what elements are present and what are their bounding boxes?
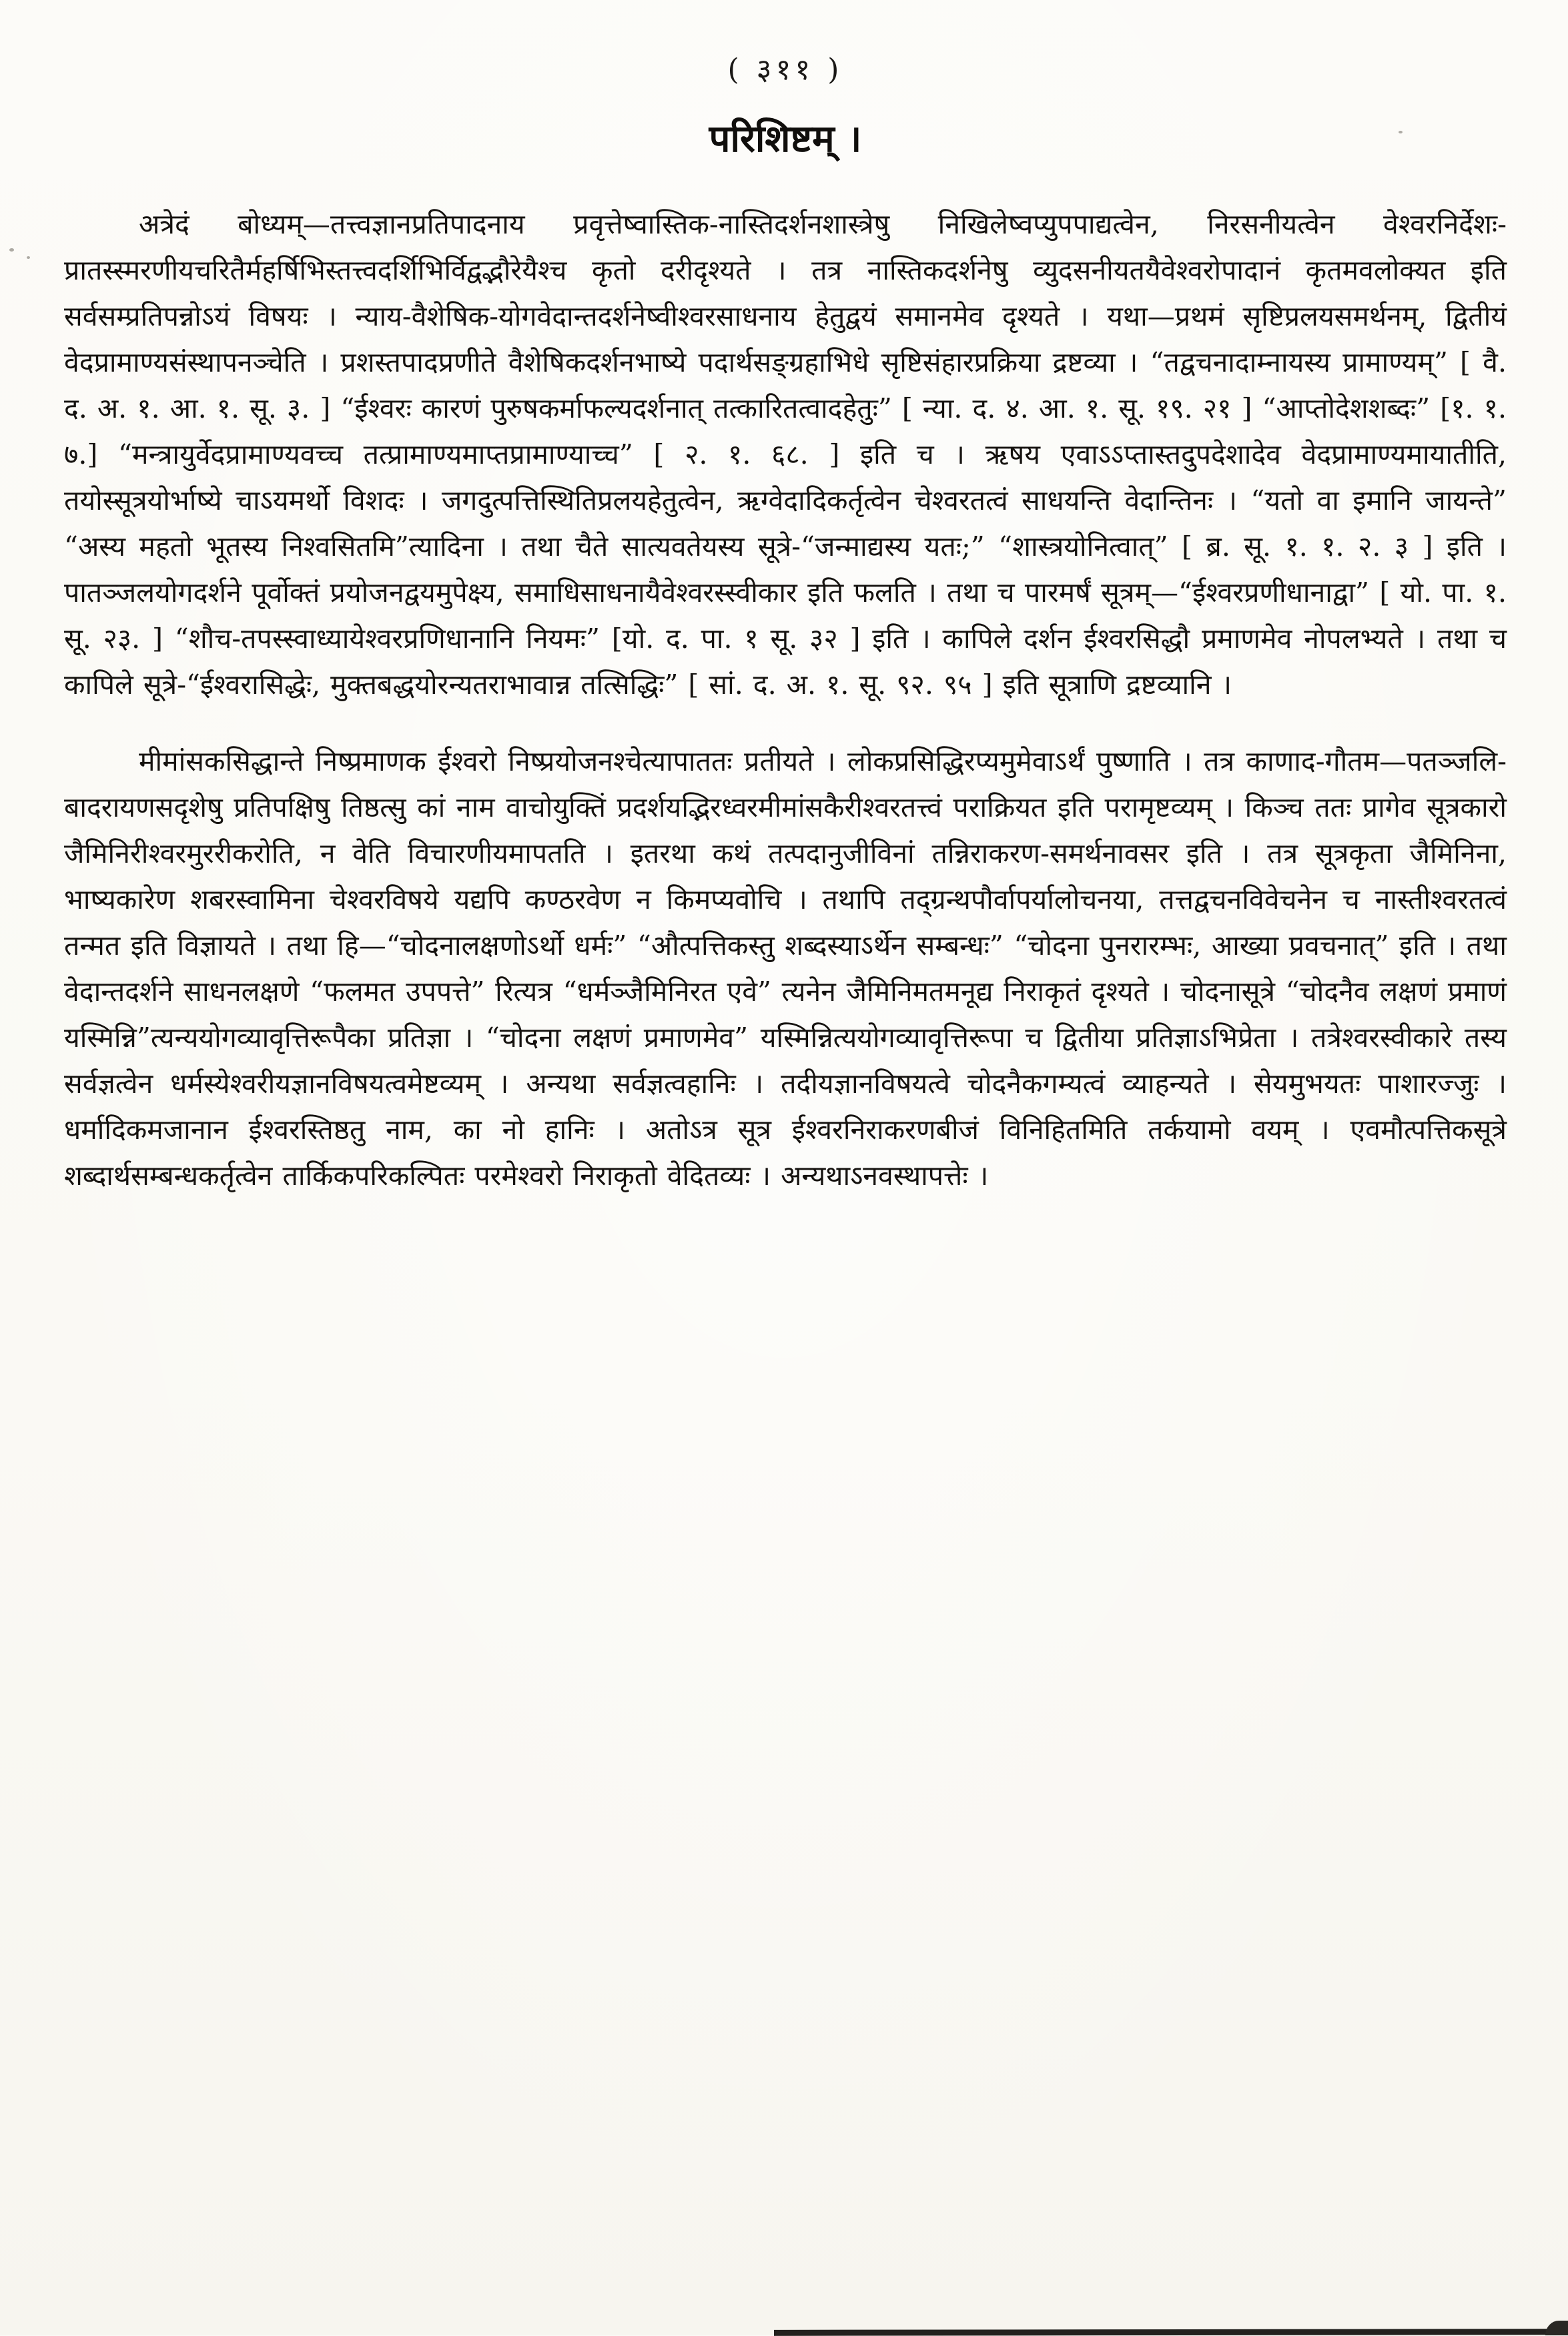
scan-corner-artifact <box>1545 2321 1568 2335</box>
scan-edge-artifact <box>774 2329 1568 2336</box>
paragraph-2: मीमांसकसिद्धान्ते निष्प्रमाणक ईश्वरो निष्प्रयोजनश्चेत्यापाततः प्रतीयते । लोकप्रसिद्धिरप्यमुमेवाऽर्थं पुष्णाति । तत्र काणाद-गौतम—पतञ्जलि-बादरायणसदृशेषु प्रतिपक्षिषु तिष्ठत्सु कां नाम वाचोयुक्तिं प्रदर्शयद्भिरध्वरमीमांसकैरीश्वरतत्त्वं पराक्रियत इति परामृष्टव्यम् । किञ्च ततः प्रागेव सूत्रकारो जैमिनिरीश्वरमुररीकरोति, न वेति विचारणीयमापतति । इतरथा कथं तत्पदानुजीविनां तन्निराकरण-समर्थनावसर इति । तत्र सूत्रकृता जैमिनिना, भाष्यकारेण शबरस्वामिना चेश्वरविषये यद्यपि कण्ठरवेण न किमप्यवोचि । तथापि तद्ग्रन्थपौर्वापर्यालोचनया, तत्तद्वचनविवेचनेन च नास्तीश्वरतत्वं तन्मत इति विज्ञायते । तथा हि—“चोदनालक्षणोऽर्थो धर्मः” “औत्पत्तिकस्तु शब्दस्याऽर्थेन सम्बन्धः” “चोदना पुनरारम्भः, आख्या प्रवचनात्” इति । तथा वेदान्तदर्शने साधनलक्षणे “फलमत उपपत्ते” रित्यत्र “धर्मञ्जैमिनिरत एवे” त्यनेन जैमिनिमतमनूद्य निराकृतं दृश्यते । चोदनासूत्रे “चोदनैव लक्षणं प्रमाणं यस्मिन्नि”त्यन्ययोगव्यावृत्तिरूपैका प्रतिज्ञा । “चोदना लक्षणं प्रमाणमेव” यस्मिन्नित्ययोगव्यावृत्तिरूपा च द्वितीया प्रतिज्ञाऽभिप्रेता । तत्रेश्वरस्वीकारे तस्य सर्वज्ञत्वेन धर्मस्येश्वरीयज्ञानविषयत्वमेष्टव्यम् । अन्यथा सर्वज्ञत्वहानिः । तदीयज्ञानविषयत्वे चोदनैकगम्यत्वं व्याहन्यते । सेयमुभयतः पाशारज्जुः । धर्मादिकमजानान ईश्वरस्तिष्ठतु नाम, का नो हानिः । अतोऽत्र सूत्र ईश्वरनिराकरणबीजं विनिहितमिति तर्कयामो वयम् । एवमौत्पत्तिकसूत्रे शब्दार्थसम्बन्धकर्तृत्वेन तार्किकपरिकल्पितः परमेश्वरो निराकृतो वेदितव्यः । अन्यथाऽनवस्थापत्तेः । <box>64 745 1507 1192</box>
scan-speck <box>1399 131 1403 133</box>
page-number: ( ३११ ) <box>727 53 843 87</box>
page-title: परिशिष्टम् । <box>709 117 862 161</box>
page-content <box>64 48 1507 1230</box>
scan-speck <box>9 248 14 252</box>
scan-speck <box>27 256 30 259</box>
paragraph-1: अत्रेदं बोध्यम्—तत्त्वज्ञानप्रतिपादनाय प्रवृत्तेष्वास्तिक-नास्तिदर्शनशास्त्रेषु निखिलेष्वप्युपपाद्यत्वेन, निरसनीयत्वेन वेश्वरनिर्देशः-प्रातस्स्मरणीयचरितैर्महर्षिभिस्तत्त्वदर्शिभिर्विद्वद्भौरेयैश्च कृतो दरीदृश्यते । तत्र नास्तिकदर्शनेषु व्युदसनीयतयैवेश्वरोपादानं कृतमवलोक्यत इति सर्वसम्प्रतिपन्नोऽयं विषयः । न्याय-वैशेषिक-योगवेदान्तदर्शनेष्वीश्वरसाधनाय हेतुद्वयं समानमेव दृश्यते । यथा—प्रथमं सृष्टिप्रलयसमर्थनम्, द्वितीयं वेदप्रामाण्यसंस्थापनञ्चेति । प्रशस्तपादप्रणीते वैशेषिकदर्शनभाष्ये पदार्थसङ्ग्रहाभिधे सृष्टिसंहारप्रक्रिया द्रष्टव्या । “तद्वचनादाम्नायस्य प्रामाण्यम्” [ वै. द. अ. १. आ. १. सू. ३. ] “ईश्वरः कारणं पुरुषकर्माफल्यदर्शनात् तत्कारितत्वादहेतुः” [ न्या. द. ४. आ. १. सू. १९. २१ ] “आप्तोदेशशब्दः” [१. १. ७.] “मन्त्रायुर्वेदप्रामाण्यवच्च तत्प्रामाण्यमाप्तप्रामाण्याच्च” [ २. १. ६८. ] इति च । ऋषय एवाऽऽप्तास्तदुपदेशादेव वेदप्रामाण्यमायातीति, तयोस्सूत्रयोर्भाष्ये चाऽयमर्थो विशदः । जगदुत्पत्तिस्थितिप्रलयहेतुत्वेन, ऋग्वेदादिकर्तृत्वेन चेश्वरतत्वं साधयन्ति वेदान्तिनः । “यतो वा इमानि जायन्ते” “अस्य महतो भूतस्य निश्वसितमि”त्यादिना । तथा चैते सात्यवतेयस्य सूत्रे-“जन्माद्यस्य यतः;” “शास्त्रयोनित्वात्” [ ब्र. सू. १. १. २. ३ ] इति । पातञ्जलयोगदर्शने पूर्वोक्तं प्रयोजनद्वयमुपेक्ष्य, समाधिसाधनायैवेश्वरस्स्वीकार इति फलति । तथा च पारमर्षं सूत्रम्—“ईश्वरप्रणीधानाद्वा” [ यो. पा. १. सू. २३. ] “शौच-तपस्स्वाध्यायेश्वरप्रणिधानानि नियमः” [यो. द. पा. १ सू. ३२ ] इति । कापिले दर्शन ईश्वरसिद्धौ प्रमाणमेव नोपलभ्यते । तथा च कापिले सूत्रे-“ईश्वरासिद्धेः, मुक्तबद्धयोरन्यतराभावान्न तत्सिद्धिः” [ सां. द. अ. १. सू. ९२. ९५ ] इति सूत्राणि द्रष्टव्यानि । <box>64 208 1507 701</box>
